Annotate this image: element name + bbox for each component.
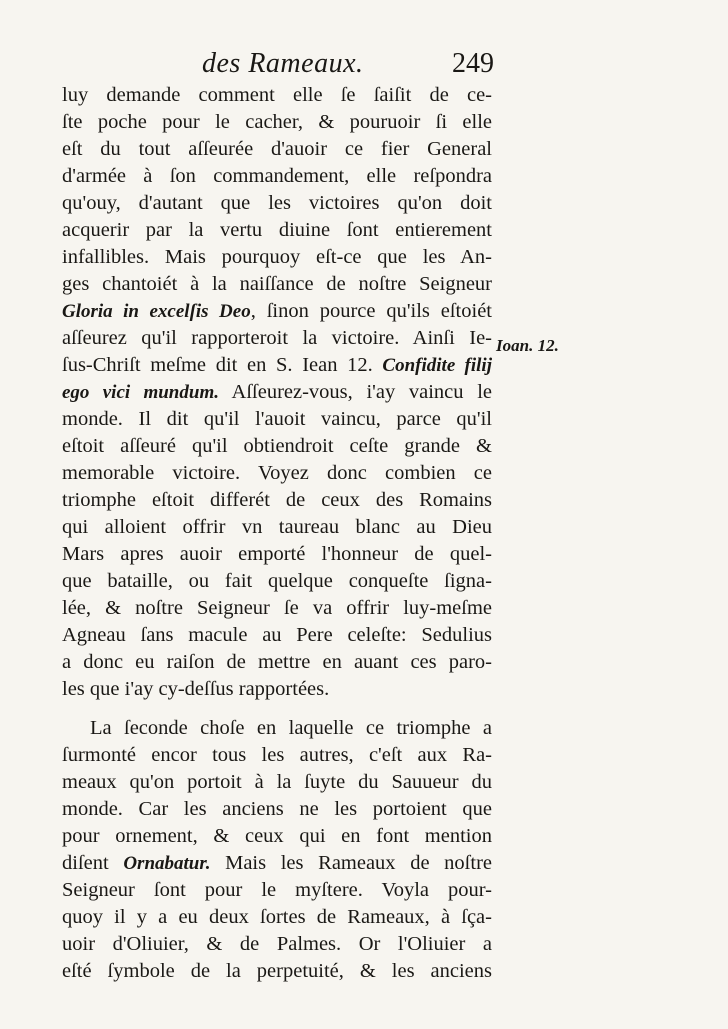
line-text: monde. Car les anciens ne les portoient que — [62, 798, 492, 820]
line-text: memorable victoire. Voyez donc combien ce — [62, 462, 492, 484]
line-text: Mais les Rameaux de noſtre — [210, 852, 492, 874]
line-text: ſus-Chriſt meſme dit en S. Iean 12. — [62, 354, 383, 376]
text-line — [62, 742, 492, 769]
text-line — [62, 379, 492, 406]
line-text: pour ornement, & ceux qui en font mention — [62, 825, 492, 847]
line-text: eſt du tout aſſeurée d'auoir ce fier General — [62, 138, 492, 160]
line-text: aſſeurez qu'il rapporteroit la victoire. Ainſi Ie- — [62, 327, 492, 349]
line-text: qui alloient offrir vn taureau blanc au Dieu — [62, 516, 492, 538]
text-line — [62, 541, 492, 568]
text-line — [62, 514, 492, 541]
text-line — [62, 487, 492, 514]
line-text: Agneau ſans macule au Pere celeſte: Sedulius — [62, 624, 492, 646]
text-line — [62, 904, 492, 931]
text-line — [62, 850, 492, 877]
line-text: eſté ſymbole de la perpetuité, & les anciens — [62, 960, 492, 982]
line-text: a donc eu raiſon de mettre en auant ces paro- — [62, 651, 492, 673]
text-line — [62, 676, 492, 703]
text-line — [62, 109, 492, 136]
text-line — [62, 163, 492, 190]
text-line — [62, 796, 492, 823]
line-text: que bataille, ou fait quelque conqueſte ſigna- — [62, 570, 492, 592]
line-text: luy demande comment elle ſe ſaiſit de ce- — [62, 84, 492, 106]
page-header — [62, 48, 492, 82]
text-line — [62, 958, 492, 985]
line-text: ges chantoiét à la naiſſance de noſtre Seigneur — [62, 273, 492, 295]
line-text: quoy il y a eu deux ſortes de Rameaux, à ſça- — [62, 906, 492, 928]
text-line — [62, 271, 492, 298]
paragraph-spacer — [62, 703, 492, 715]
line-text: monde. Il dit qu'il l'auoit vaincu, parce qu'il — [62, 408, 492, 430]
running-title: des Rameaux. — [202, 48, 364, 79]
text-line — [62, 931, 492, 958]
italic-phrase: ego vici mundum. — [62, 382, 219, 403]
text-line — [62, 433, 492, 460]
line-text: lée, & noſtre Seigneur ſe va offrir luy-meſme — [62, 597, 492, 619]
text-line — [62, 460, 492, 487]
line-text: infallibles. Mais pourquoy eſt-ce que les An- — [62, 246, 492, 268]
line-text: les que i'ay cy-deſſus rapportées. — [62, 678, 330, 700]
text-line — [62, 715, 492, 742]
text-line — [62, 622, 492, 649]
text-line — [62, 595, 492, 622]
text-line — [62, 877, 492, 904]
line-text: uoir d'Oliuier, & de Palmes. Or l'Oliuier a — [62, 933, 492, 955]
line-text: qu'ouy, d'autant que les victoires qu'on doit — [62, 192, 492, 214]
line-text: ſte poche pour le cacher, & pouruoir ſi elle — [62, 111, 492, 133]
text-line — [62, 136, 492, 163]
text-line — [62, 217, 492, 244]
paragraph-2 — [62, 715, 492, 985]
paragraph-1 — [62, 82, 492, 703]
line-text: eſtoit aſſeuré qu'il obtiendroit ceſte grande & — [62, 435, 492, 457]
marginal-note: Ioan. 12. — [496, 336, 559, 355]
line-text: acquerir par la vertu diuine ſont entierement — [62, 219, 492, 241]
text-line — [62, 352, 492, 379]
line-text: d'armée à ſon commandement, elle reſpondra — [62, 165, 492, 187]
text-line — [62, 406, 492, 433]
text-line — [62, 190, 492, 217]
line-text: Seigneur ſont pour le myſtere. Voyla pour- — [62, 879, 492, 901]
line-text: diſent — [62, 852, 124, 874]
line-text: triomphe eſtoit differét de ceux des Romains — [62, 489, 492, 511]
page-number: 249 — [452, 48, 494, 79]
italic-phrase: Ornabatur. — [123, 853, 211, 874]
text-line — [62, 298, 492, 325]
line-text: ſurmonté encor tous les autres, c'eſt aux Ra- — [62, 744, 492, 766]
body-text — [62, 82, 492, 985]
text-line — [62, 649, 492, 676]
italic-phrase: Confidite filij — [382, 355, 492, 376]
italic-phrase: Gloria in excelſis Deo — [62, 301, 251, 322]
line-text: , ſinon pource qu'ils eſtoiét — [250, 300, 492, 322]
line-text: Aſſeurez-vous, i'ay vaincu le — [218, 381, 492, 403]
text-line — [62, 244, 492, 271]
text-line — [62, 325, 492, 352]
line-text: meaux qu'on portoit à la ſuyte du Sauueur du — [62, 771, 492, 793]
line-text: La ſeconde choſe en laquelle ce triomphe a — [90, 717, 492, 739]
text-line — [62, 823, 492, 850]
text-line — [62, 769, 492, 796]
text-line — [62, 568, 492, 595]
line-text: Mars apres auoir emporté l'honneur de quel- — [62, 543, 492, 565]
text-line — [62, 82, 492, 109]
